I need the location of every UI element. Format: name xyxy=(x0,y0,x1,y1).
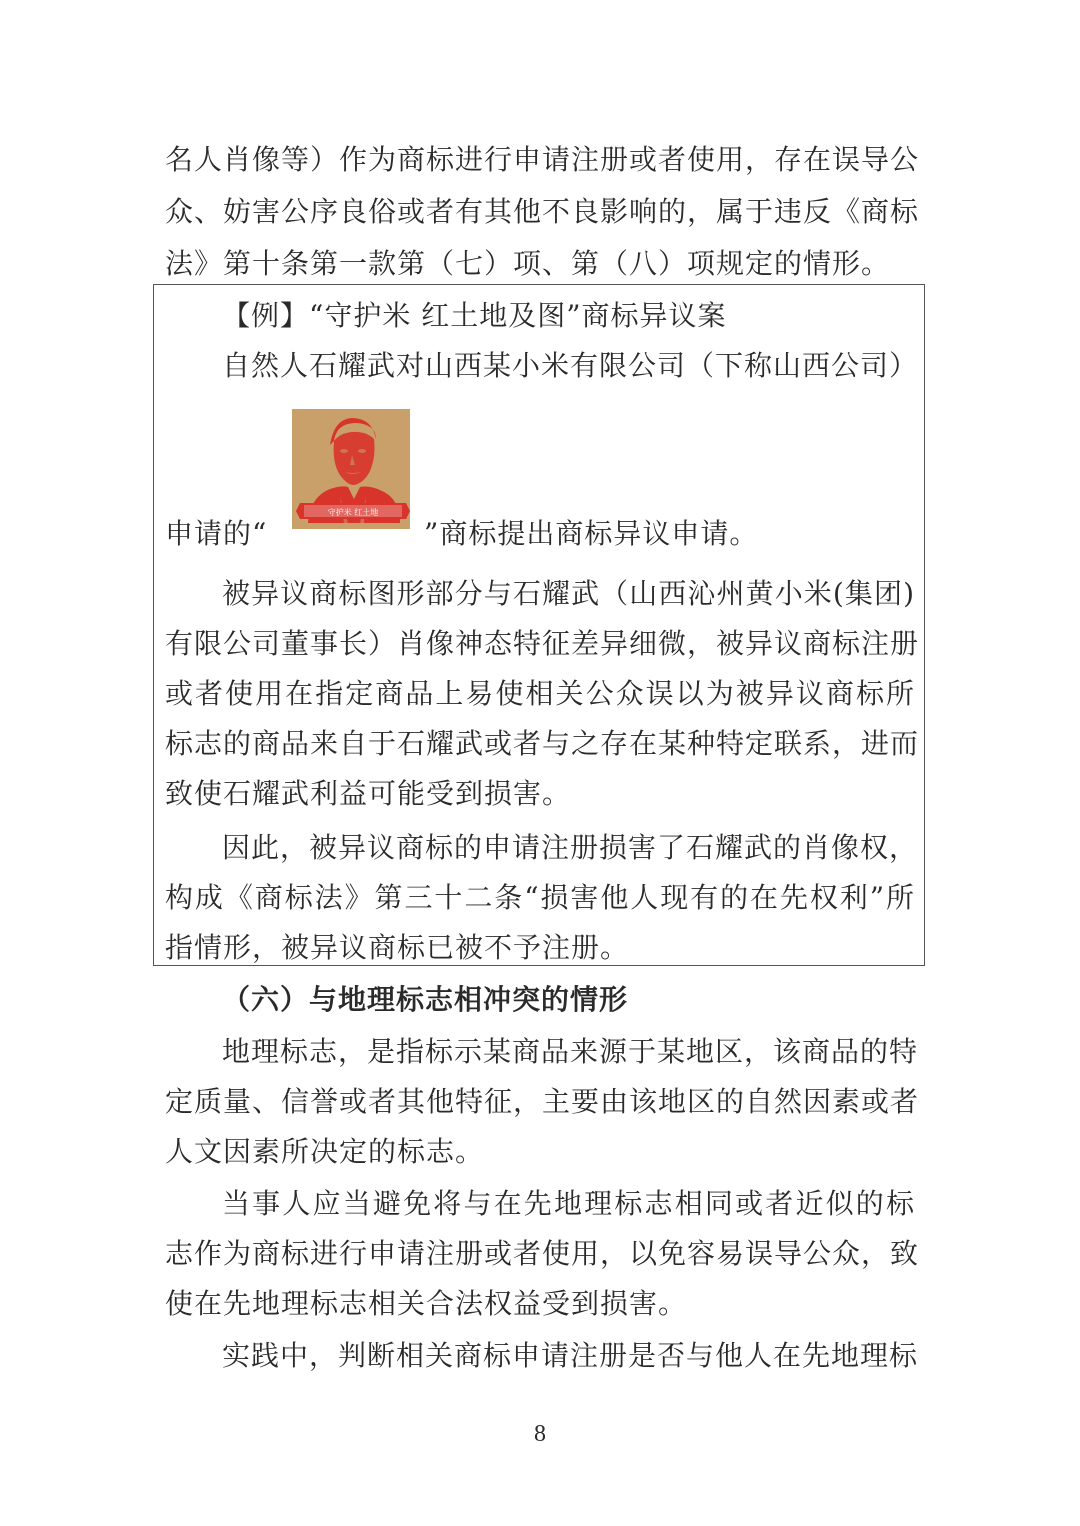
body-text-line: 人文因素所决定的标志。 xyxy=(165,1135,485,1168)
case-paragraph-line: 被异议商标图形部分与石耀武（山西沁州黄小米(集团) xyxy=(222,577,915,610)
case-apply-suffix: ”商标提出商标异议申请。 xyxy=(424,517,759,550)
body-text-line: 众、妨害公序良俗或者有其他不良影响的，属于违反《商标 xyxy=(165,195,920,228)
case-intro: 自然人石耀武对山西某小米有限公司（下称山西公司） xyxy=(222,349,919,382)
body-text-line: 志作为商标进行申请注册或者使用，以免容易误导公众，致 xyxy=(165,1237,920,1270)
portrait-trademark-image xyxy=(290,405,416,535)
case-apply-prefix: 申请的“ xyxy=(165,517,268,550)
page-number: 8 xyxy=(534,1421,546,1447)
body-text-line: 法》第十条第一款第（七）项、第（八）项规定的情形。 xyxy=(165,247,891,280)
case-paragraph-line: 构成《商标法》第三十二条“损害他人现有的在先权利”所 xyxy=(165,881,915,914)
case-paragraph-line: 有限公司董事长）肖像神态特征差异细微，被异议商标注册 xyxy=(165,627,920,660)
body-text-line: 使在先地理标志相关合法权益受到损害。 xyxy=(165,1287,688,1320)
section-heading: （六）与地理标志相冲突的情形 xyxy=(222,983,629,1016)
trademark-banner-text: 守护米 红土地 xyxy=(327,508,379,517)
case-paragraph-line: 或者使用在指定商品上易使相关公众误以为被异议商标所 xyxy=(165,677,915,710)
body-text-line: 定质量、信誉或者其他特征，主要由该地区的自然因素或者 xyxy=(165,1085,920,1118)
case-paragraph-line: 指情形，被异议商标已被不予注册。 xyxy=(165,931,630,964)
case-paragraph-line: 致使石耀武利益可能受到损害。 xyxy=(165,777,572,810)
case-paragraph-line: 因此，被异议商标的申请注册损害了石耀武的肖像权， xyxy=(222,831,919,864)
body-text-line: 名人肖像等）作为商标进行申请注册或者使用，存在误导公 xyxy=(165,143,920,176)
body-text-line: 实践中，判断相关商标申请注册是否与他人在先地理标 xyxy=(222,1339,919,1372)
case-paragraph-line: 标志的商品来自于石耀武或者与之存在某种特定联系，进而 xyxy=(165,727,920,760)
body-text-line: 当事人应当避免将与在先地理标志相同或者近似的标 xyxy=(222,1187,915,1220)
case-title: 【例】“守护米 红土地及图”商标异议案 xyxy=(222,299,727,332)
body-text-line: 地理标志，是指标示某商品来源于某地区，该商品的特 xyxy=(222,1035,919,1068)
